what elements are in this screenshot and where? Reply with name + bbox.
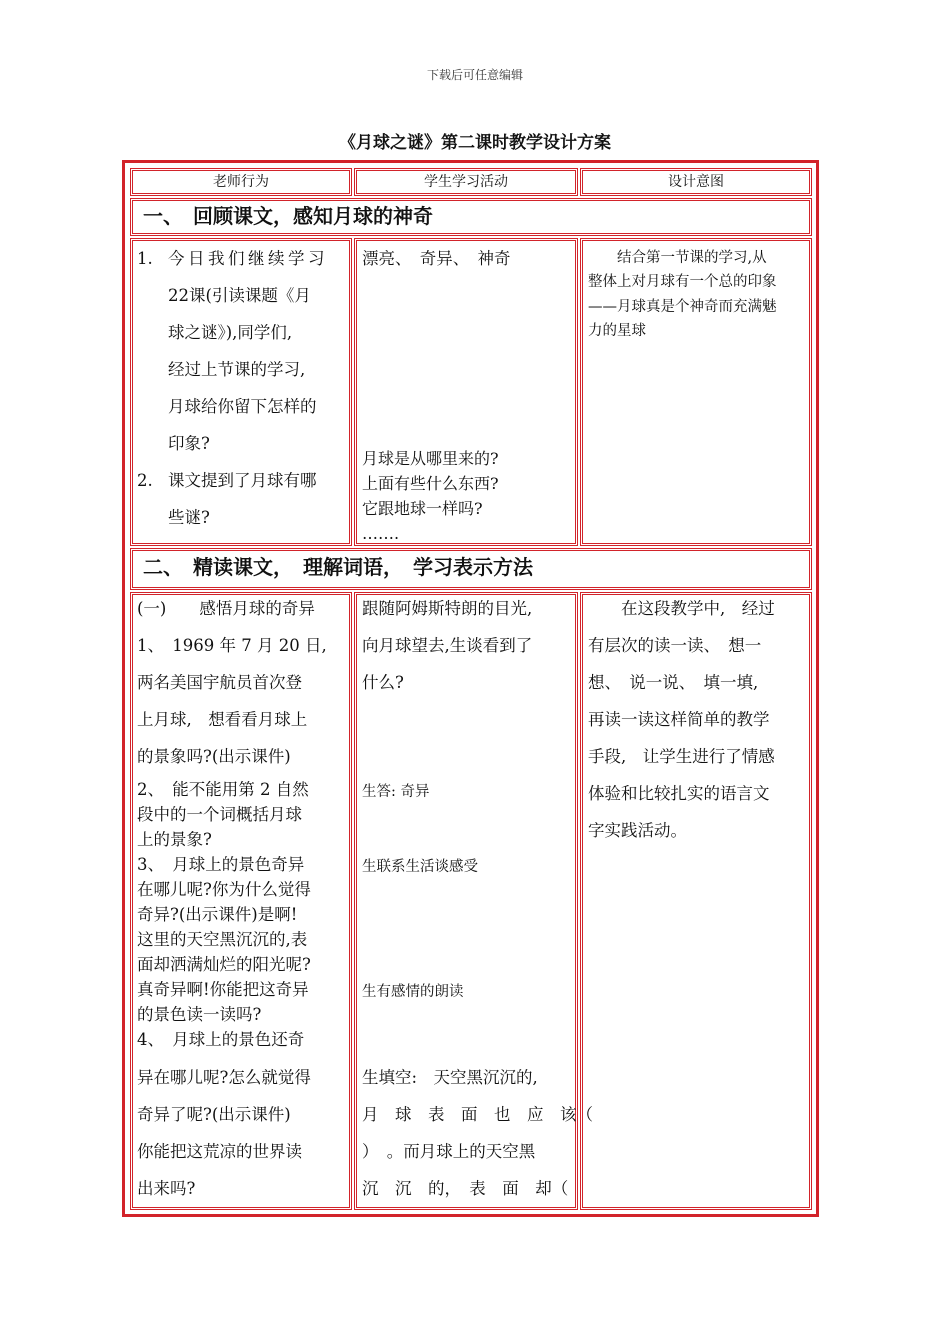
teacher-line: 这里的天空黑沉沉的,表 — [137, 930, 308, 949]
teacher-line: 段中的一个词概括月球 — [137, 805, 302, 824]
teacher-line: 奇异?(出示课件)是啊! — [137, 905, 298, 924]
item-number-2: 2. — [137, 471, 153, 490]
teacher-line: 今日我们继续学习 — [168, 249, 328, 268]
student-answer: 生联系生活谈感受 — [362, 859, 478, 875]
teacher-line: 球之谜》),同学们, — [168, 323, 293, 342]
student-question: 它跟地球一样吗? — [362, 499, 483, 518]
student-question: ……. — [362, 524, 400, 543]
teacher-line: 课文提到了月球有哪 — [168, 471, 317, 490]
teacher-line: 真奇异啊!你能把这奇异 — [137, 980, 309, 999]
student-answer: 生答: 奇异 — [362, 784, 430, 800]
teacher-line: 的景象吗?(出示课件) — [137, 747, 291, 766]
student-line: 跟随阿姆斯特朗的目光, — [362, 599, 533, 618]
teacher-line: 月球给你留下怎样的 — [168, 397, 317, 416]
header-intent: 设计意图 — [580, 168, 812, 196]
student-line: 什么? — [362, 673, 404, 692]
teacher-line: 出来吗? — [137, 1179, 196, 1198]
student-fill-line: 生填空: 天空黑沉沉的, — [362, 1068, 538, 1087]
teacher-line: 22课(引读课题《月 — [168, 286, 311, 305]
teacher-line: 1、 1969 年 7 月 20 日, — [137, 636, 327, 655]
teacher-line: 你能把这荒凉的世界读 — [137, 1142, 302, 1161]
teacher-line: 上的景象? — [137, 830, 212, 849]
intent-line: 有层次的读一读、 想一 — [588, 636, 762, 655]
teacher-line: 的景色读一读吗? — [137, 1005, 262, 1024]
section-1-title: 一、 回顾课文，感知月球的神奇 — [130, 198, 812, 236]
section-2-title: 二、 精读课文， 理解词语， 学习表示方法 — [130, 548, 812, 590]
teacher-line: 2、 能不能用第 2 自然 — [137, 780, 309, 799]
teacher-line: 印象? — [168, 434, 210, 453]
teacher-line: 奇异了呢?(出示课件) — [137, 1105, 291, 1124]
intent-line: ——月球真是个神奇而充满魅 — [588, 299, 777, 315]
teacher-line: 在哪儿呢?你为什么觉得 — [137, 880, 311, 899]
intent-line: 结合第一节课的学习,从 — [588, 250, 767, 266]
student-answer: 生有感情的朗读 — [362, 984, 464, 1000]
student-fill-line: ） 。而月球上的天空黑 — [362, 1142, 536, 1161]
student-fill-line: 沉 沉 的， 表 面 却（ — [362, 1179, 569, 1198]
intent-line: 手段, 让学生进行了情感 — [588, 747, 775, 766]
intent-line: 字实践活动。 — [588, 821, 687, 840]
teacher-line: (一) 感悟月球的奇异 — [137, 599, 315, 618]
intent-line: 在这段教学中, 经过 — [588, 599, 775, 618]
teacher-line: 面却洒满灿烂的阳光呢? — [137, 955, 311, 974]
page-note: 下载后可任意编辑 — [426, 68, 523, 82]
student-answer: 漂亮、 奇异、 神奇 — [362, 249, 511, 268]
item-number-1: 1. — [137, 249, 153, 268]
intent-line: 力的星球 — [588, 323, 646, 339]
teacher-line: 异在哪儿呢?怎么就觉得 — [137, 1068, 311, 1087]
student-question: 月球是从哪里来的? — [362, 449, 499, 468]
intent-line: 整体上对月球有一个总的印象 — [588, 274, 777, 290]
intent-line: 体验和比较扎实的语言文 — [588, 784, 770, 803]
teacher-line: 4、 月球上的景色还奇 — [137, 1030, 305, 1049]
teacher-line: 两名美国宇航员首次登 — [137, 673, 302, 692]
document-title: 《月球之谜》第二课时教学设计方案 — [339, 133, 611, 153]
intent-line: 再读一读这样简单的教学 — [588, 710, 770, 729]
header-teacher: 老师行为 — [130, 168, 352, 196]
teacher-line: 上月球, 想看看月球上 — [137, 710, 308, 729]
student-question: 上面有些什么东西? — [362, 474, 499, 493]
teacher-line: 些谜? — [168, 508, 210, 527]
intent-line: 想、 说一说、 填一填, — [588, 673, 759, 692]
header-student: 学生学习活动 — [354, 168, 578, 196]
teacher-line: 经过上节课的学习, — [168, 360, 306, 379]
student-fill-line: 月 球 表 面 也 应 该（ — [362, 1105, 593, 1124]
teacher-line: 3、 月球上的景色奇异 — [137, 855, 305, 874]
student-line: 向月球望去,生谈看到了 — [362, 636, 533, 655]
